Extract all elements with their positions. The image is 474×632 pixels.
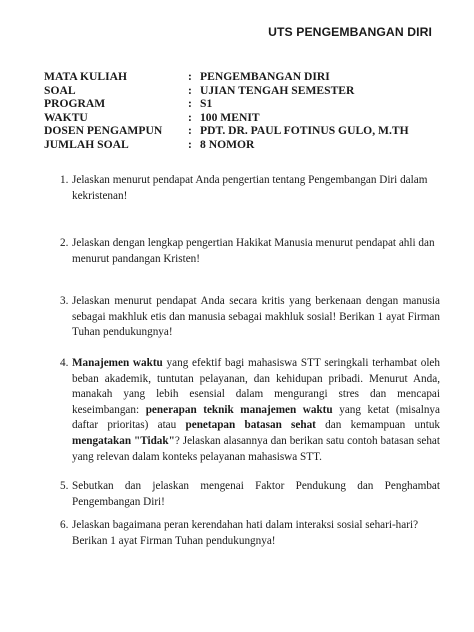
question-number: 2. [60, 237, 69, 249]
question-number: 4. [60, 357, 69, 369]
question-text-segment: dan kemampuan untuk [315, 419, 441, 432]
emphasis-technique: penerapan teknik manajemen waktu [145, 403, 333, 416]
info-value: 100 MENIT [200, 110, 260, 124]
question-number: 3. [60, 295, 69, 307]
question-text: Sebutkan dan jelaskan mengenai Faktor Pendukung dan Penghambat Pengembangan Diri! [72, 480, 440, 508]
info-separator: : [188, 70, 192, 83]
info-label: DOSEN PENGAMPUN [44, 124, 163, 138]
info-label: WAKTU [44, 110, 88, 124]
info-separator: : [188, 137, 192, 151]
question-4 [60, 356, 440, 465]
course-info-table [44, 70, 444, 152]
question-text-segment: yang ketat (misalnya daftar prioritas) atau [72, 403, 440, 432]
question-5 [60, 479, 440, 510]
question-number: 1. [60, 174, 69, 186]
question-1 [60, 173, 440, 204]
info-row-question-count [44, 138, 444, 152]
info-label: SOAL [44, 83, 76, 97]
question-6 [60, 518, 440, 549]
info-value: PENGEMBANGAN DIRI [200, 70, 330, 83]
question-text-segment: yang efektif bagi mahasiswa STT seringkali terhambat oleh beban akademik, tuntutan pelayanan, dan kehidupan pribadi. Menurut Anda, manakah yang lebih esensial dalam mengurangi stres dan mencapai keseimbangan: [72, 357, 440, 416]
info-separator: : [188, 124, 192, 138]
question-3 [60, 294, 440, 341]
emphasis-time-management: Manajemen waktu [72, 357, 163, 369]
info-value: UJIAN TENGAH SEMESTER [200, 83, 355, 97]
info-row-exam [44, 84, 444, 98]
info-separator: : [188, 83, 192, 97]
info-row-program [44, 97, 444, 111]
question-text: Jelaskan menurut pendapat Anda secara kritis yang berkenaan dengan manusia sebagai makhluk etis dan manusia sebagai makhluk sosial! Berikan 1 ayat Firman Tuhan pendukungnya! [72, 295, 440, 339]
info-value: 8 NOMOR [200, 137, 255, 151]
info-row-course [44, 70, 444, 84]
question-text [72, 356, 440, 465]
question-number: 6. [60, 519, 69, 531]
question-2 [60, 236, 440, 267]
info-separator: : [188, 110, 192, 124]
question-text: Jelaskan menurut pendapat Anda pengertian tentang Pengembangan Diri dalam kekristenan! [72, 174, 428, 202]
info-value: PDT. DR. PAUL FOTINUS GULO, M.TH [200, 124, 409, 138]
info-value: S1 [200, 97, 213, 111]
document-title: UTS PENGEMBANGAN DIRI [268, 25, 432, 39]
info-row-lecturer [44, 124, 444, 138]
info-row-time [44, 111, 444, 125]
question-text-segment: ? Jelaskan alasannya dan berikan satu contoh batasan sehat yang relevan dalam konteks pelayanan mahasiswa STT. [72, 434, 440, 463]
info-label: MATA KULIAH [44, 70, 127, 83]
emphasis-boundaries: penetapan batasan sehat [185, 419, 316, 432]
question-text: Jelaskan dengan lengkap pengertian Hakikat Manusia menurut pendapat ahli dan menurut pandangan Kristen! [72, 237, 435, 265]
question-number: 5. [60, 480, 69, 492]
emphasis-say-no: mengatakan "Tidak" [72, 434, 175, 447]
info-separator: : [188, 97, 192, 111]
info-label: PROGRAM [44, 97, 106, 111]
info-label: JUMLAH SOAL [44, 137, 129, 151]
question-text: Jelaskan bagaimana peran kerendahan hati dalam interaksi sosial sehari-hari? Berikan 1 ayat Firman Tuhan pendukungnya! [72, 519, 419, 547]
